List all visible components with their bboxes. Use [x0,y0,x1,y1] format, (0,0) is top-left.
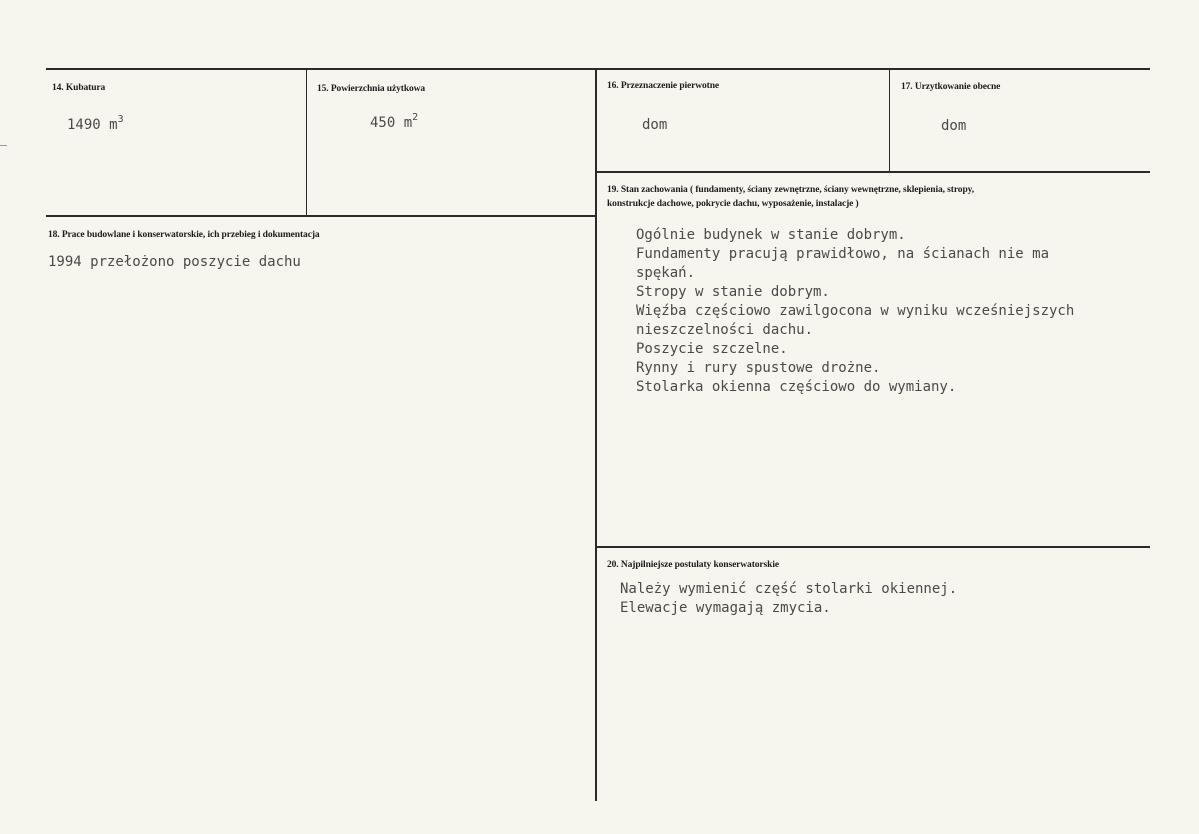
rule-below-16-17 [597,171,1150,173]
kubatura-label: 14. Kubatura [52,83,106,93]
rule-above-20 [597,546,1150,548]
divider-main [595,70,597,801]
stan-line: Więźba częściowo zawilgocona w wyniku wcześniejszych [636,303,1075,319]
stan-line: nieszczelności dachu. [636,322,814,338]
prace-value: 1994 przełożono poszycie dachu [48,254,301,270]
stan-line: spękań. [636,265,696,281]
stan-line: Rynny i rury spustowe drożne. [636,360,881,376]
uzytkowanie-label: 17. Urzytkowanie obecne [901,82,1001,92]
divider-14-15 [306,70,307,216]
powierzchnia-exponent: 2 [412,112,419,123]
powierzchnia-label: 15. Powierzchnia użytkowa [317,84,426,94]
powierzchnia-number: 450 m [370,115,413,131]
top-rule [46,68,1150,70]
stan-line: Stropy w stanie dobrym. [636,284,830,300]
postulaty-text [620,580,957,618]
przeznaczenie-label: 16. Przeznaczenie pierwotne [607,81,720,91]
stan-label-line2: konstrukcje dachowe, pokrycie dachu, wyposażenie, instalacje ) [607,199,859,209]
stan-line: Fundamenty pracują prawidłowo, na ścianach nie ma [636,246,1050,262]
postulaty-line: Elewacje wymagają zmycia. [620,600,831,616]
stan-text [636,226,1074,397]
uzytkowanie-value: dom [941,118,967,134]
stan-line: Stolarka okienna częściowo do wymiany. [636,379,957,395]
prace-label: 18. Prace budowlane i konserwatorskie, ich przebieg i dokumentacja [48,230,320,240]
kubatura-value [67,116,124,135]
rule-below-14-15 [46,215,596,217]
scan-edge-mark [0,145,7,146]
stan-label-line1: 19. Stan zachowania ( fundamenty, ściany zewnętrzne, ściany wewnętrzne, sklepienia, stropy, [607,185,975,195]
powierzchnia-value [370,114,418,133]
kubatura-number: 1490 m [67,117,118,133]
stan-line: Poszycie szczelne. [636,341,788,357]
divider-16-17 [889,70,890,172]
przeznaczenie-value: dom [642,117,668,133]
postulaty-line: Należy wymienić część stolarki okiennej. [620,581,958,597]
stan-line: Ogólnie budynek w stanie dobrym. [636,227,906,243]
kubatura-exponent: 3 [117,114,124,125]
postulaty-label: 20. Najpilniejsze postulaty konserwatorskie [607,560,779,570]
